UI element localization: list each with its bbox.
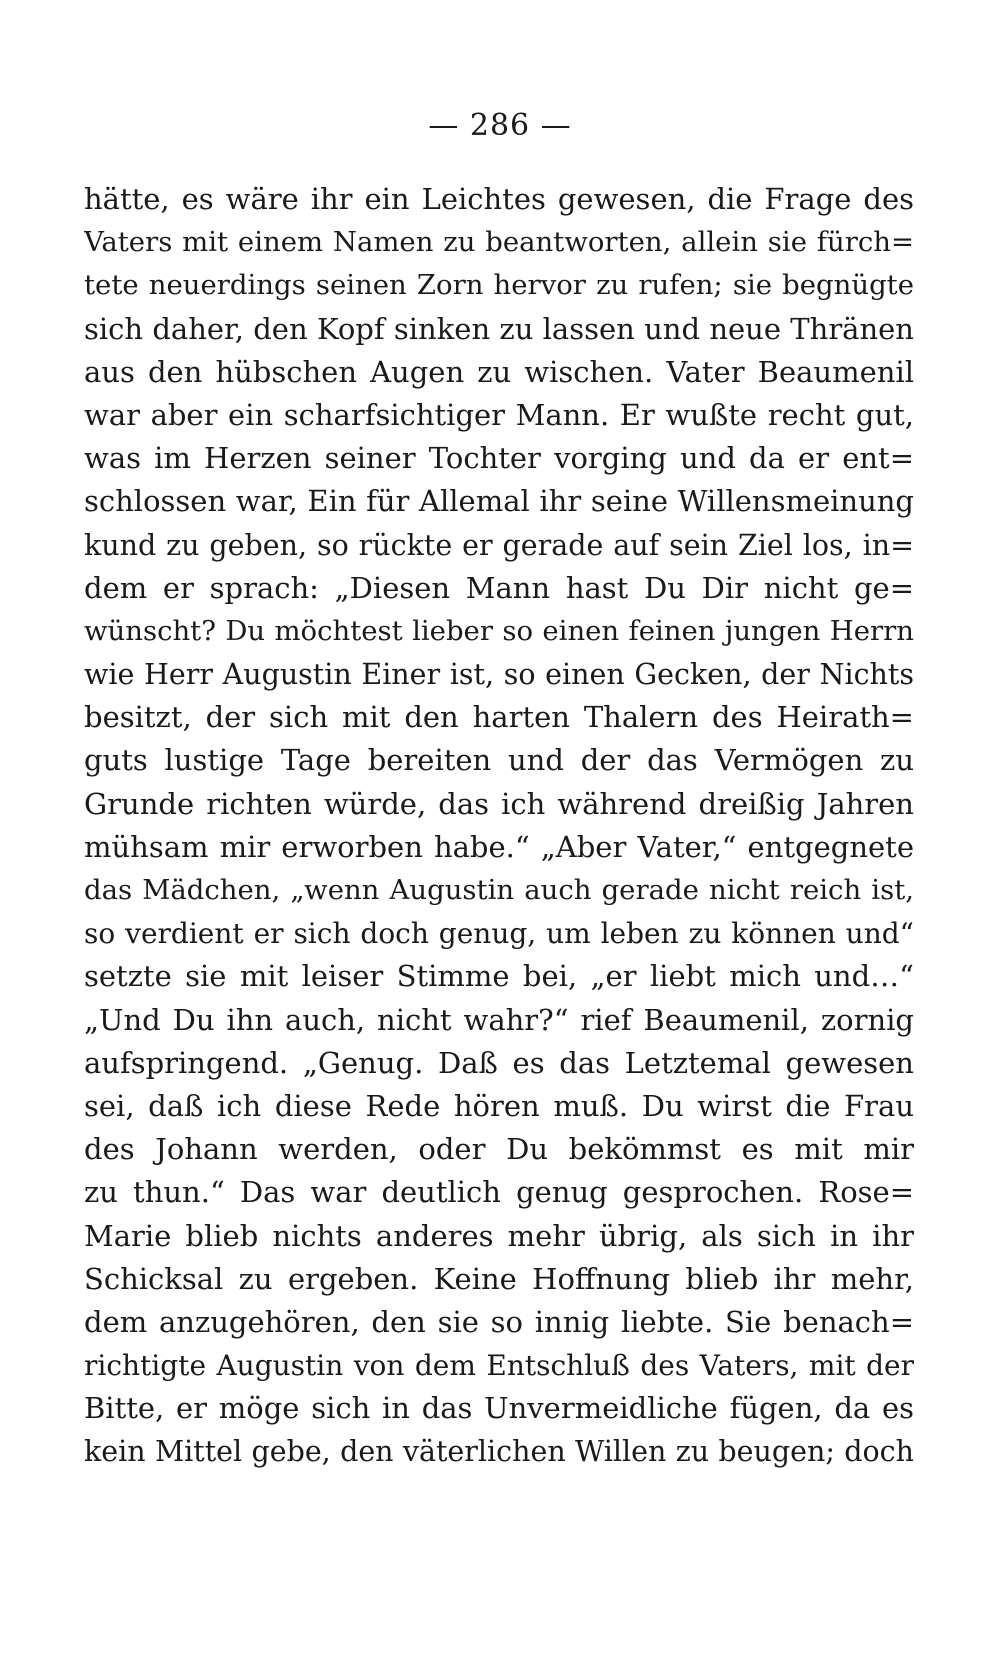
text-line: Marie blieb nichts anderes mehr übrig, als sich in ihr: [84, 1218, 914, 1253]
text-line: wünscht? Du möchtest lieber so einen feinen jungen Herrn: [84, 614, 914, 647]
text-line: so verdient er sich doch genug, um leben zu können und“: [84, 917, 914, 951]
text-line: Schicksal zu ergeben. Keine Hoffnung blieb ihr mehr,: [84, 1261, 914, 1296]
text-line: schlossen war, Ein für Allemal ihr seine Willensmeinung: [84, 484, 914, 519]
text-line: Grunde richten würde, das ich während dreißig Jahren: [84, 786, 914, 821]
page-number: — 286 —: [428, 108, 572, 143]
text-line: des Johann werden, oder Du bekömmst es mit mir: [84, 1132, 914, 1167]
text-line: kein Mittel gebe, den väterlichen Willen zu beugen; doch: [84, 1435, 914, 1469]
text-line: setzte sie mit leiser Stimme bei, „er liebt mich und…“: [84, 959, 914, 994]
text-line: war aber ein scharfsichtiger Mann. Er wußte recht gut,: [84, 397, 914, 432]
text-line: besitzt, der sich mit den harten Thalern des Heirath=: [84, 700, 914, 735]
text-line: dem anzugehören, den sie so innig liebte. Sie benach=: [84, 1304, 914, 1339]
text-line: tete neuerdings seinen Zorn hervor zu rufen; sie begnügte: [84, 269, 914, 302]
text-line: richtigte Augustin von dem Entschluß des Vaters, mit der: [84, 1349, 914, 1383]
text-line: hätte, es wäre ihr ein Leichtes gewesen, die Frage des: [84, 182, 914, 216]
text-line: aus den hübschen Augen zu wischen. Vater Beaumenil: [84, 354, 914, 389]
text-line: wie Herr Augustin Einer ist, so einen Gecken, der Nichts: [84, 658, 914, 692]
text-line: kund zu geben, so rückte er gerade auf sein Ziel los, in=: [84, 528, 914, 562]
text-line: mühsam mir erworben habe.“ „Aber Vater,“ entgegnete: [84, 829, 914, 864]
text-line: aufspringend. „Genug. Daß es das Letztemal gewesen: [84, 1045, 914, 1080]
text-line: Bitte, er möge sich in das Unvermeidliche fügen, da es: [84, 1391, 914, 1426]
text-line: zu thun.“ Das war deutlich genug gesprochen. Rose=: [84, 1175, 914, 1210]
text-line: sich daher, den Kopf sinken zu lassen und neue Thränen: [84, 311, 914, 346]
text-line: sei, daß ich diese Rede hören muß. Du wirst die Frau: [84, 1088, 914, 1123]
text-line: was im Herzen seiner Tochter vorging und da er ent=: [84, 441, 914, 476]
text-line: Vaters mit einem Namen zu beantworten, allein sie fürch=: [84, 226, 914, 259]
text-line: „Und Du ihn auch, nicht wahr?“ rief Beaumenil, zornig: [84, 1002, 914, 1037]
body-text: [84, 178, 914, 1474]
text-line: das Mädchen, „wenn Augustin auch gerade nicht reich ist,: [84, 874, 914, 906]
text-line: guts lustige Tage bereiten und der das Vermögen zu: [84, 743, 914, 778]
text-line: dem er sprach: „Diesen Mann hast Du Dir nicht ge=: [84, 570, 914, 605]
